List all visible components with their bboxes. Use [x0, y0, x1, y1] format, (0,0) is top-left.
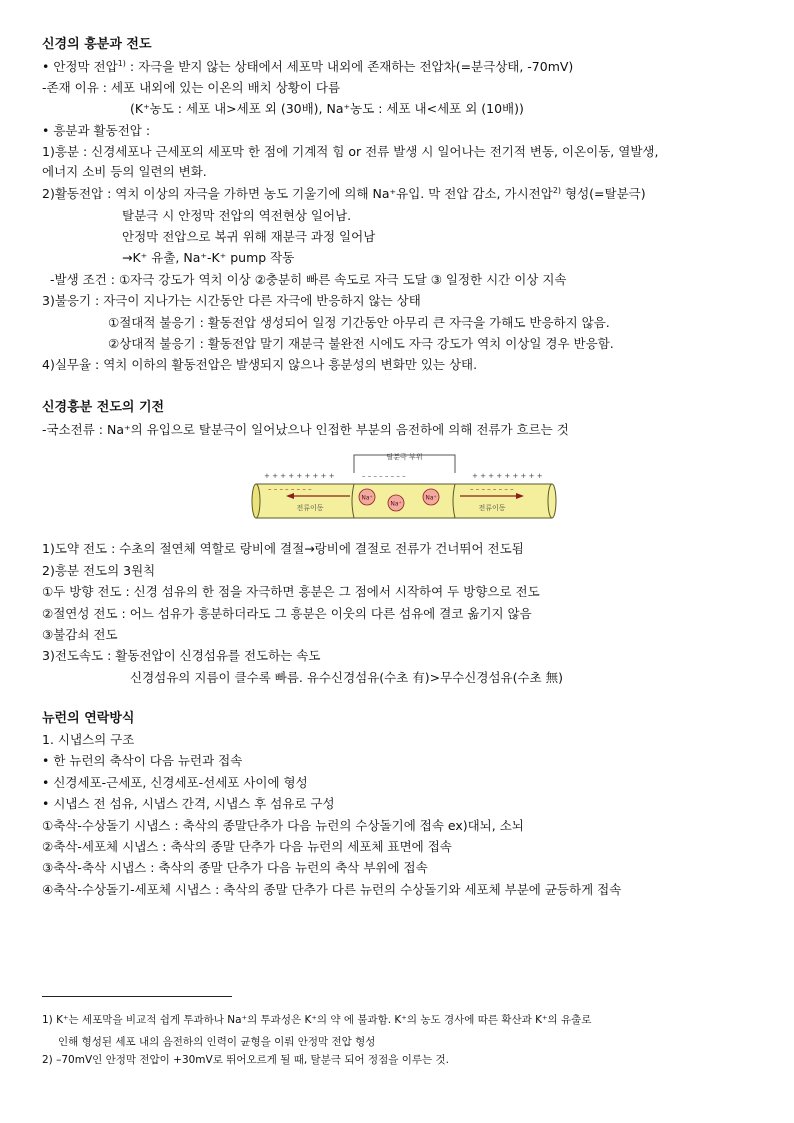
- footnote-separator: [42, 996, 232, 997]
- text-line: 에너지 소비 등의 일련의 변화.: [42, 164, 207, 179]
- sodium-ion-label: Na⁺: [390, 500, 402, 508]
- sodium-ion-label: Na⁺: [425, 494, 437, 502]
- footnote-ref[interactable]: 2): [552, 185, 562, 195]
- text-line: 3)불응기 : 자극이 지나가는 시간동안 다른 자극에 반응하지 않는 상태: [42, 293, 421, 308]
- text-span: 2)활동전압 : 역치 이상의 자극을 가하면 농도 기울기에 의해 Na⁺유입. 막 전압 감소, 가시전압: [42, 186, 553, 201]
- current-label-left: 전류이동: [296, 504, 324, 512]
- text-line: ④축삭-수상돌기-세포체 시냅스 : 축삭의 종말 단추가 다른 뉴런의 수상돌기와 세포체 부분에 균등하게 접속: [42, 882, 622, 897]
- text-line: 4)실무율 : 역치 이하의 활동전압은 발생되지 않으나 흥분성의 변화만 있는 상태.: [42, 357, 478, 372]
- axon-end-right: [548, 484, 556, 518]
- text-line: →K⁺ 유출, Na⁺-K⁺ pump 작동: [122, 250, 295, 265]
- text-line: 탈분극 시 안정막 전압의 역전현상 일어남.: [122, 208, 352, 223]
- axon-conduction-diagram: [250, 447, 560, 527]
- text-line: ①축삭-수상돌기 시냅스 : 축삭의 종말단추가 다음 뉴런의 수상돌기에 접속 ex)대뇌, 소뇌: [42, 818, 524, 833]
- current-label-right: 전류이동: [478, 504, 506, 512]
- text-line: ①절대적 불응기 : 활동전압 생성되어 일정 기간동안 아무리 큰 자극을 가해도 반응하지 않음.: [108, 315, 610, 330]
- text-span: : 자극을 받지 않는 상태에서 세포막 내외에 존재하는 전압차(=분극상태, -70mV): [125, 59, 574, 74]
- depolarized-charge: – – – – – – – –: [362, 472, 406, 480]
- inner-charge-left: – – – – – – – –: [268, 485, 312, 493]
- text-span: • 안정막 전압: [42, 59, 118, 74]
- text-line: ③불감쇠 전도: [42, 627, 118, 642]
- text-line: ①두 방향 전도 : 신경 섬유의 한 점을 자극하면 흥분은 그 점에서 시작하여 두 방향으로 전도: [42, 584, 540, 599]
- footnote-1-cont: 인해 형성된 세포 내의 음전하의 인력이 균형을 이뤄 안정막 전압 형성: [58, 1036, 376, 1048]
- text-line: 신경섬유의 지름이 클수록 빠름. 유수신경섬유(수초 有)>무수신경섬유(수초 無): [130, 670, 563, 685]
- text-line: 2)흥분 전도의 3원칙: [42, 563, 156, 578]
- footnote-ref[interactable]: 1): [117, 58, 126, 68]
- section-title: 신경의 흥분과 전도: [42, 37, 152, 52]
- footnote-1: 1) K⁺는 세포막을 비교적 쉽게 투과하나 Na⁺의 투과성은 K⁺의 약 에 불과함. K⁺의 농도 경사에 따른 확산과 K⁺의 유출로: [42, 1014, 592, 1026]
- text-line: [42, 186, 646, 202]
- text-line: -발생 조건 : ①자극 강도가 역치 이상 ②충분히 빠른 속도로 자극 도달 ③ 일정한 시간 이상 지속: [50, 272, 567, 287]
- text-line: • 신경세포-근세포, 신경세포-선세포 사이에 형성: [42, 775, 308, 790]
- text-line: [42, 59, 573, 75]
- text-line: 3)전도속도 : 활동전압이 신경섬유를 전도하는 속도: [42, 648, 321, 663]
- text-line: • 흥분과 활동전압 :: [42, 123, 151, 138]
- text-line: ②상대적 불응기 : 활동전압 말기 재분극 불완전 시에도 자극 강도가 역치 이상일 경우 반응함.: [108, 336, 614, 351]
- section-title: 신경흥분 전도의 기전: [42, 400, 165, 415]
- sodium-ion-label: Na⁺: [361, 494, 373, 502]
- text-line: -존재 이유 : 세포 내외에 있는 이온의 배치 상황이 다름: [42, 80, 341, 95]
- axon-end-left: [252, 484, 260, 518]
- inner-charge-right: – – – – – – – –: [470, 485, 514, 493]
- outer-charge-right: + + + + + + + + +: [472, 472, 543, 480]
- text-line: 1)도약 전도 : 수초의 절연체 역할로 랑비에 결절→랑비에 결절로 전류가 건너뛰어 전도됨: [42, 541, 524, 556]
- outer-charge-left: + + + + + + + + +: [264, 472, 335, 480]
- text-line: 안정막 전압으로 복귀 위해 재분극 과정 일어남: [122, 229, 376, 244]
- footnote-2: 2) –70mV인 안정막 전압이 +30mV로 뛰어오르게 될 때, 탈분극 되어 정점을 이루는 것.: [42, 1054, 449, 1066]
- text-line: ②축삭-세포체 시냅스 : 축삭의 종말 단추가 다음 뉴런의 세포체 표면에 접속: [42, 839, 452, 854]
- text-line: -국소전류 : Na⁺의 유입으로 탈분극이 일어났으나 인접한 부분의 음전하에 의해 전류가 흐르는 것: [42, 422, 569, 437]
- text-line: ②절연성 전도 : 어느 섬유가 흥분하더라도 그 흥분은 이웃의 다른 섬유에 결코 옮기지 않음: [42, 606, 532, 621]
- text-line: • 시냅스 전 섬유, 시냅스 간격, 시냅스 후 섬유로 구성: [42, 796, 335, 811]
- text-span: 형성(=탈분극): [561, 186, 646, 201]
- text-line: ③축삭-축삭 시냅스 : 축삭의 종말 단추가 다음 뉴런의 축삭 부위에 접속: [42, 860, 428, 875]
- section-title: 뉴런의 연락방식: [42, 711, 135, 726]
- text-line: • 한 뉴런의 축삭이 다음 뉴런과 접속: [42, 753, 243, 768]
- depolarization-label: 탈분극 부위: [386, 453, 423, 461]
- text-line: 1)흥분 : 신경세포나 근세포의 세포막 한 점에 기계적 힘 or 전류 발생 시 일어나는 전기적 변동, 이온이동, 열발생,: [42, 144, 659, 159]
- text-line: (K⁺농도 : 세포 내>세포 외 (30배), Na⁺농도 : 세포 내<세포 외 (10배)): [130, 101, 524, 116]
- text-line: 1. 시냅스의 구조: [42, 732, 135, 747]
